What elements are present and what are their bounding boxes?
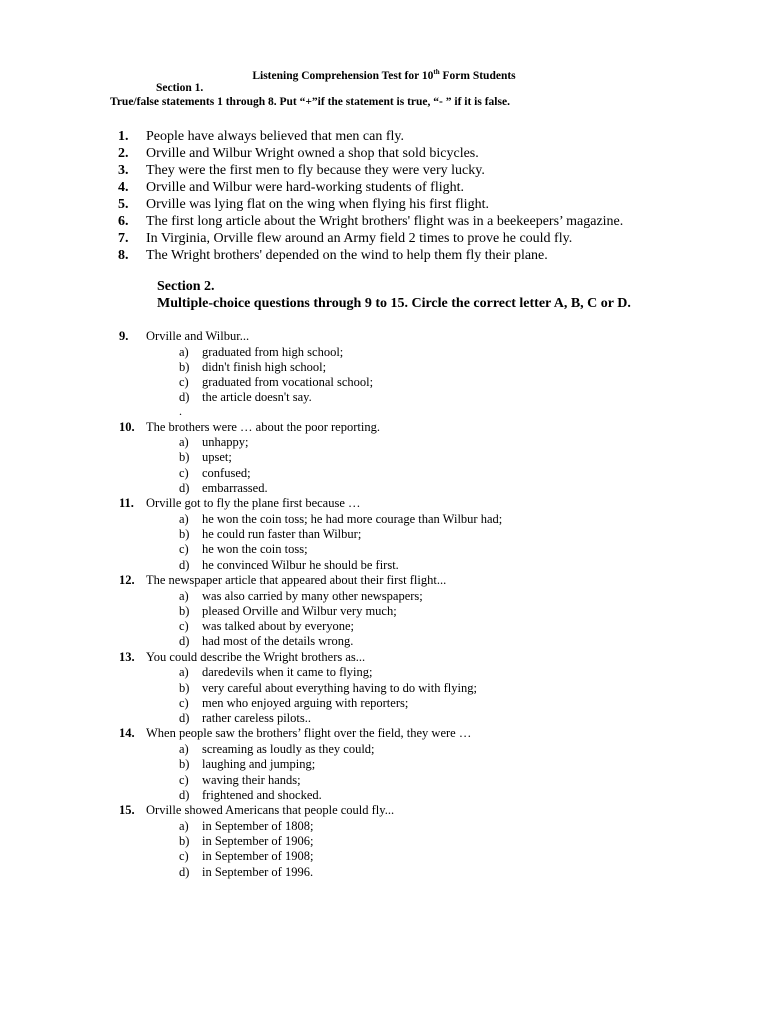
option-text: frightened and shocked. bbox=[202, 787, 322, 802]
option-text: waving their hands; bbox=[202, 772, 301, 787]
answer-options bbox=[119, 512, 502, 573]
statement-text: Orville and Wilbur were hard-working students of flight. bbox=[146, 180, 464, 195]
question-item bbox=[119, 573, 502, 650]
option-text: daredevils when it came to flying; bbox=[202, 665, 373, 680]
statement-item bbox=[118, 247, 623, 264]
option-text: confused; bbox=[202, 465, 251, 480]
option-text: he convinced Wilbur he should be first. bbox=[202, 557, 399, 572]
statement-item bbox=[118, 196, 623, 213]
option-letter: c) bbox=[179, 849, 189, 864]
question-number: 15. bbox=[119, 803, 135, 818]
option-text: he won the coin toss; bbox=[202, 542, 308, 557]
statement-number: 4. bbox=[118, 180, 129, 195]
option-text: laughing and jumping; bbox=[202, 757, 316, 772]
question-stem bbox=[119, 496, 502, 512]
answer-option bbox=[179, 696, 502, 711]
option-letter: a) bbox=[179, 511, 189, 526]
option-letter: a) bbox=[179, 741, 189, 756]
statement-item bbox=[118, 145, 623, 162]
option-text: embarrassed. bbox=[202, 481, 268, 496]
section2-instruction: Multiple-choice questions through 9 to 15. Circle the correct letter A, B, C or D. bbox=[157, 296, 631, 311]
option-text: he won the coin toss; he had more courage than Wilbur had; bbox=[202, 511, 503, 526]
statement-text: Orville and Wilbur Wright owned a shop that sold bicycles. bbox=[146, 146, 479, 161]
question-text: Orville showed Americans that people could fly... bbox=[146, 803, 395, 818]
answer-option bbox=[179, 450, 502, 465]
question-item bbox=[119, 420, 502, 497]
option-letter: d) bbox=[179, 390, 190, 405]
option-letter: c) bbox=[179, 542, 189, 557]
question-text: Orville got to fly the plane first because … bbox=[146, 496, 361, 511]
question-text: When people saw the brothers’ flight over the field, they were … bbox=[146, 726, 472, 741]
option-text: was talked about by everyone; bbox=[202, 619, 355, 634]
statement-item bbox=[118, 230, 623, 247]
option-text: very careful about everything having to do with flying; bbox=[202, 680, 477, 695]
statement-text: In Virginia, Orville flew around an Army field 2 times to prove he could fly. bbox=[146, 231, 573, 246]
answer-option bbox=[179, 466, 502, 481]
section1-heading: Section 1. bbox=[156, 82, 204, 94]
option-letter: c) bbox=[179, 695, 189, 710]
statement-text: The first long article about the Wright brothers' flight was in a beekeepers’ magazine. bbox=[146, 214, 624, 229]
option-letter: b) bbox=[179, 603, 190, 618]
statement-text: The Wright brothers' depended on the wind to help them fly their plane. bbox=[146, 248, 548, 263]
answer-option bbox=[179, 435, 502, 450]
statement-text: Orville was lying flat on the wing when flying his first flight. bbox=[146, 197, 489, 212]
option-text: in September of 1906; bbox=[202, 833, 314, 848]
option-letter: d) bbox=[179, 481, 190, 496]
title-superscript: th bbox=[433, 68, 440, 76]
answer-option bbox=[179, 481, 502, 496]
question-number: 14. bbox=[119, 726, 135, 741]
answer-option bbox=[179, 542, 502, 557]
option-text: in September of 1808; bbox=[202, 818, 314, 833]
option-letter: c) bbox=[179, 772, 189, 787]
answer-option bbox=[179, 345, 502, 360]
answer-option bbox=[179, 711, 502, 726]
option-letter: d) bbox=[179, 557, 190, 572]
option-letter: b) bbox=[179, 450, 190, 465]
option-text: the article doesn't say. bbox=[202, 390, 312, 405]
question-stem bbox=[119, 329, 502, 345]
question-text: The newspaper article that appeared about their first flight... bbox=[146, 573, 447, 588]
option-text: graduated from vocational school; bbox=[202, 375, 374, 390]
option-letter: b) bbox=[179, 527, 190, 542]
option-letter: a) bbox=[179, 588, 189, 603]
question-stem bbox=[119, 726, 502, 742]
answer-option bbox=[179, 742, 502, 757]
option-text: graduated from high school; bbox=[202, 344, 344, 359]
answer-options bbox=[119, 435, 502, 496]
question-item bbox=[119, 329, 502, 420]
statement-number: 8. bbox=[118, 248, 129, 263]
option-letter: d) bbox=[179, 864, 190, 879]
option-letter: a) bbox=[179, 665, 189, 680]
option-text: pleased Orville and Wilbur very much; bbox=[202, 603, 397, 618]
question-stem bbox=[119, 420, 502, 436]
option-letter: d) bbox=[179, 634, 190, 649]
statement-number: 5. bbox=[118, 197, 129, 212]
multiple-choice-list bbox=[119, 329, 502, 880]
answer-option bbox=[179, 834, 502, 849]
question-item bbox=[119, 803, 502, 880]
answer-option bbox=[179, 819, 502, 834]
option-text: men who enjoyed arguing with reporters; bbox=[202, 695, 409, 710]
section1-instruction: True/false statements 1 through 8. Put “+”if the statement is true, “- ” if it is false. bbox=[110, 96, 510, 108]
answer-options bbox=[119, 665, 502, 726]
answer-option bbox=[179, 527, 502, 542]
answer-option bbox=[179, 773, 502, 788]
option-letter: b) bbox=[179, 359, 190, 374]
answer-options bbox=[119, 589, 502, 650]
option-letter: b) bbox=[179, 757, 190, 772]
question-item bbox=[119, 496, 502, 573]
answer-option bbox=[179, 634, 502, 649]
option-letter: a) bbox=[179, 818, 189, 833]
true-false-list bbox=[118, 128, 623, 264]
option-letter: c) bbox=[179, 375, 189, 390]
answer-option bbox=[179, 849, 502, 864]
answer-option bbox=[179, 788, 502, 803]
option-letter: a) bbox=[179, 435, 189, 450]
answer-option bbox=[179, 589, 502, 604]
statement-number: 6. bbox=[118, 214, 129, 229]
section2-heading: Section 2. bbox=[157, 279, 215, 294]
option-text: upset; bbox=[202, 450, 232, 465]
question-item bbox=[119, 726, 502, 803]
statement-item bbox=[118, 179, 623, 196]
page-title bbox=[0, 68, 768, 82]
answer-options bbox=[119, 742, 502, 803]
option-text: didn't finish high school; bbox=[202, 359, 327, 374]
question-number: 10. bbox=[119, 419, 135, 434]
question-stem bbox=[119, 573, 502, 589]
answer-option bbox=[179, 619, 502, 634]
statement-text: People have always believed that men can fly. bbox=[146, 129, 404, 144]
statement-text: They were the first men to fly because they were very lucky. bbox=[146, 163, 485, 178]
option-text: unhappy; bbox=[202, 435, 249, 450]
option-text: rather careless pilots.. bbox=[202, 711, 311, 726]
statement-item bbox=[118, 128, 623, 145]
option-letter: b) bbox=[179, 833, 190, 848]
statement-number: 3. bbox=[118, 163, 129, 178]
statement-number: 2. bbox=[118, 146, 129, 161]
statement-number: 1. bbox=[118, 129, 129, 144]
question-number: 9. bbox=[119, 329, 129, 343]
option-letter: c) bbox=[179, 465, 189, 480]
answer-option bbox=[179, 665, 502, 680]
question-item bbox=[119, 650, 502, 727]
question-stem bbox=[119, 650, 502, 666]
stray-mark: . bbox=[179, 403, 182, 418]
answer-options bbox=[119, 819, 502, 880]
answer-option bbox=[179, 865, 502, 880]
option-text: was also carried by many other newspapers; bbox=[202, 588, 423, 603]
statement-item bbox=[118, 162, 623, 179]
statement-item bbox=[118, 213, 623, 230]
answer-option bbox=[179, 375, 502, 390]
title-main: Listening Comprehension Test for 10 bbox=[252, 69, 434, 82]
option-text: screaming as loudly as they could; bbox=[202, 741, 375, 756]
question-text: The brothers were … about the poor reporting. bbox=[146, 419, 380, 434]
answer-option bbox=[179, 512, 502, 527]
option-letter: b) bbox=[179, 680, 190, 695]
answer-option bbox=[179, 681, 502, 696]
option-text: he could run faster than Wilbur; bbox=[202, 527, 362, 542]
question-text: You could describe the Wright brothers as... bbox=[146, 649, 366, 664]
option-text: in September of 1908; bbox=[202, 849, 314, 864]
answer-option bbox=[179, 558, 502, 573]
option-letter: d) bbox=[179, 711, 190, 726]
answer-option bbox=[179, 390, 502, 405]
option-letter: a) bbox=[179, 344, 189, 359]
question-stem bbox=[119, 803, 502, 819]
question-number: 12. bbox=[119, 573, 135, 588]
answer-options bbox=[119, 345, 502, 406]
answer-option bbox=[179, 604, 502, 619]
option-letter: d) bbox=[179, 787, 190, 802]
statement-number: 7. bbox=[118, 231, 129, 246]
option-text: in September of 1996. bbox=[202, 864, 314, 879]
title-suffix: Form Students bbox=[439, 69, 516, 82]
question-number: 13. bbox=[119, 649, 135, 664]
question-number: 11. bbox=[119, 496, 134, 511]
option-text: had most of the details wrong. bbox=[202, 634, 354, 649]
answer-option bbox=[179, 757, 502, 772]
question-text: Orville and Wilbur... bbox=[146, 329, 250, 343]
option-letter: c) bbox=[179, 619, 189, 634]
answer-option bbox=[179, 360, 502, 375]
